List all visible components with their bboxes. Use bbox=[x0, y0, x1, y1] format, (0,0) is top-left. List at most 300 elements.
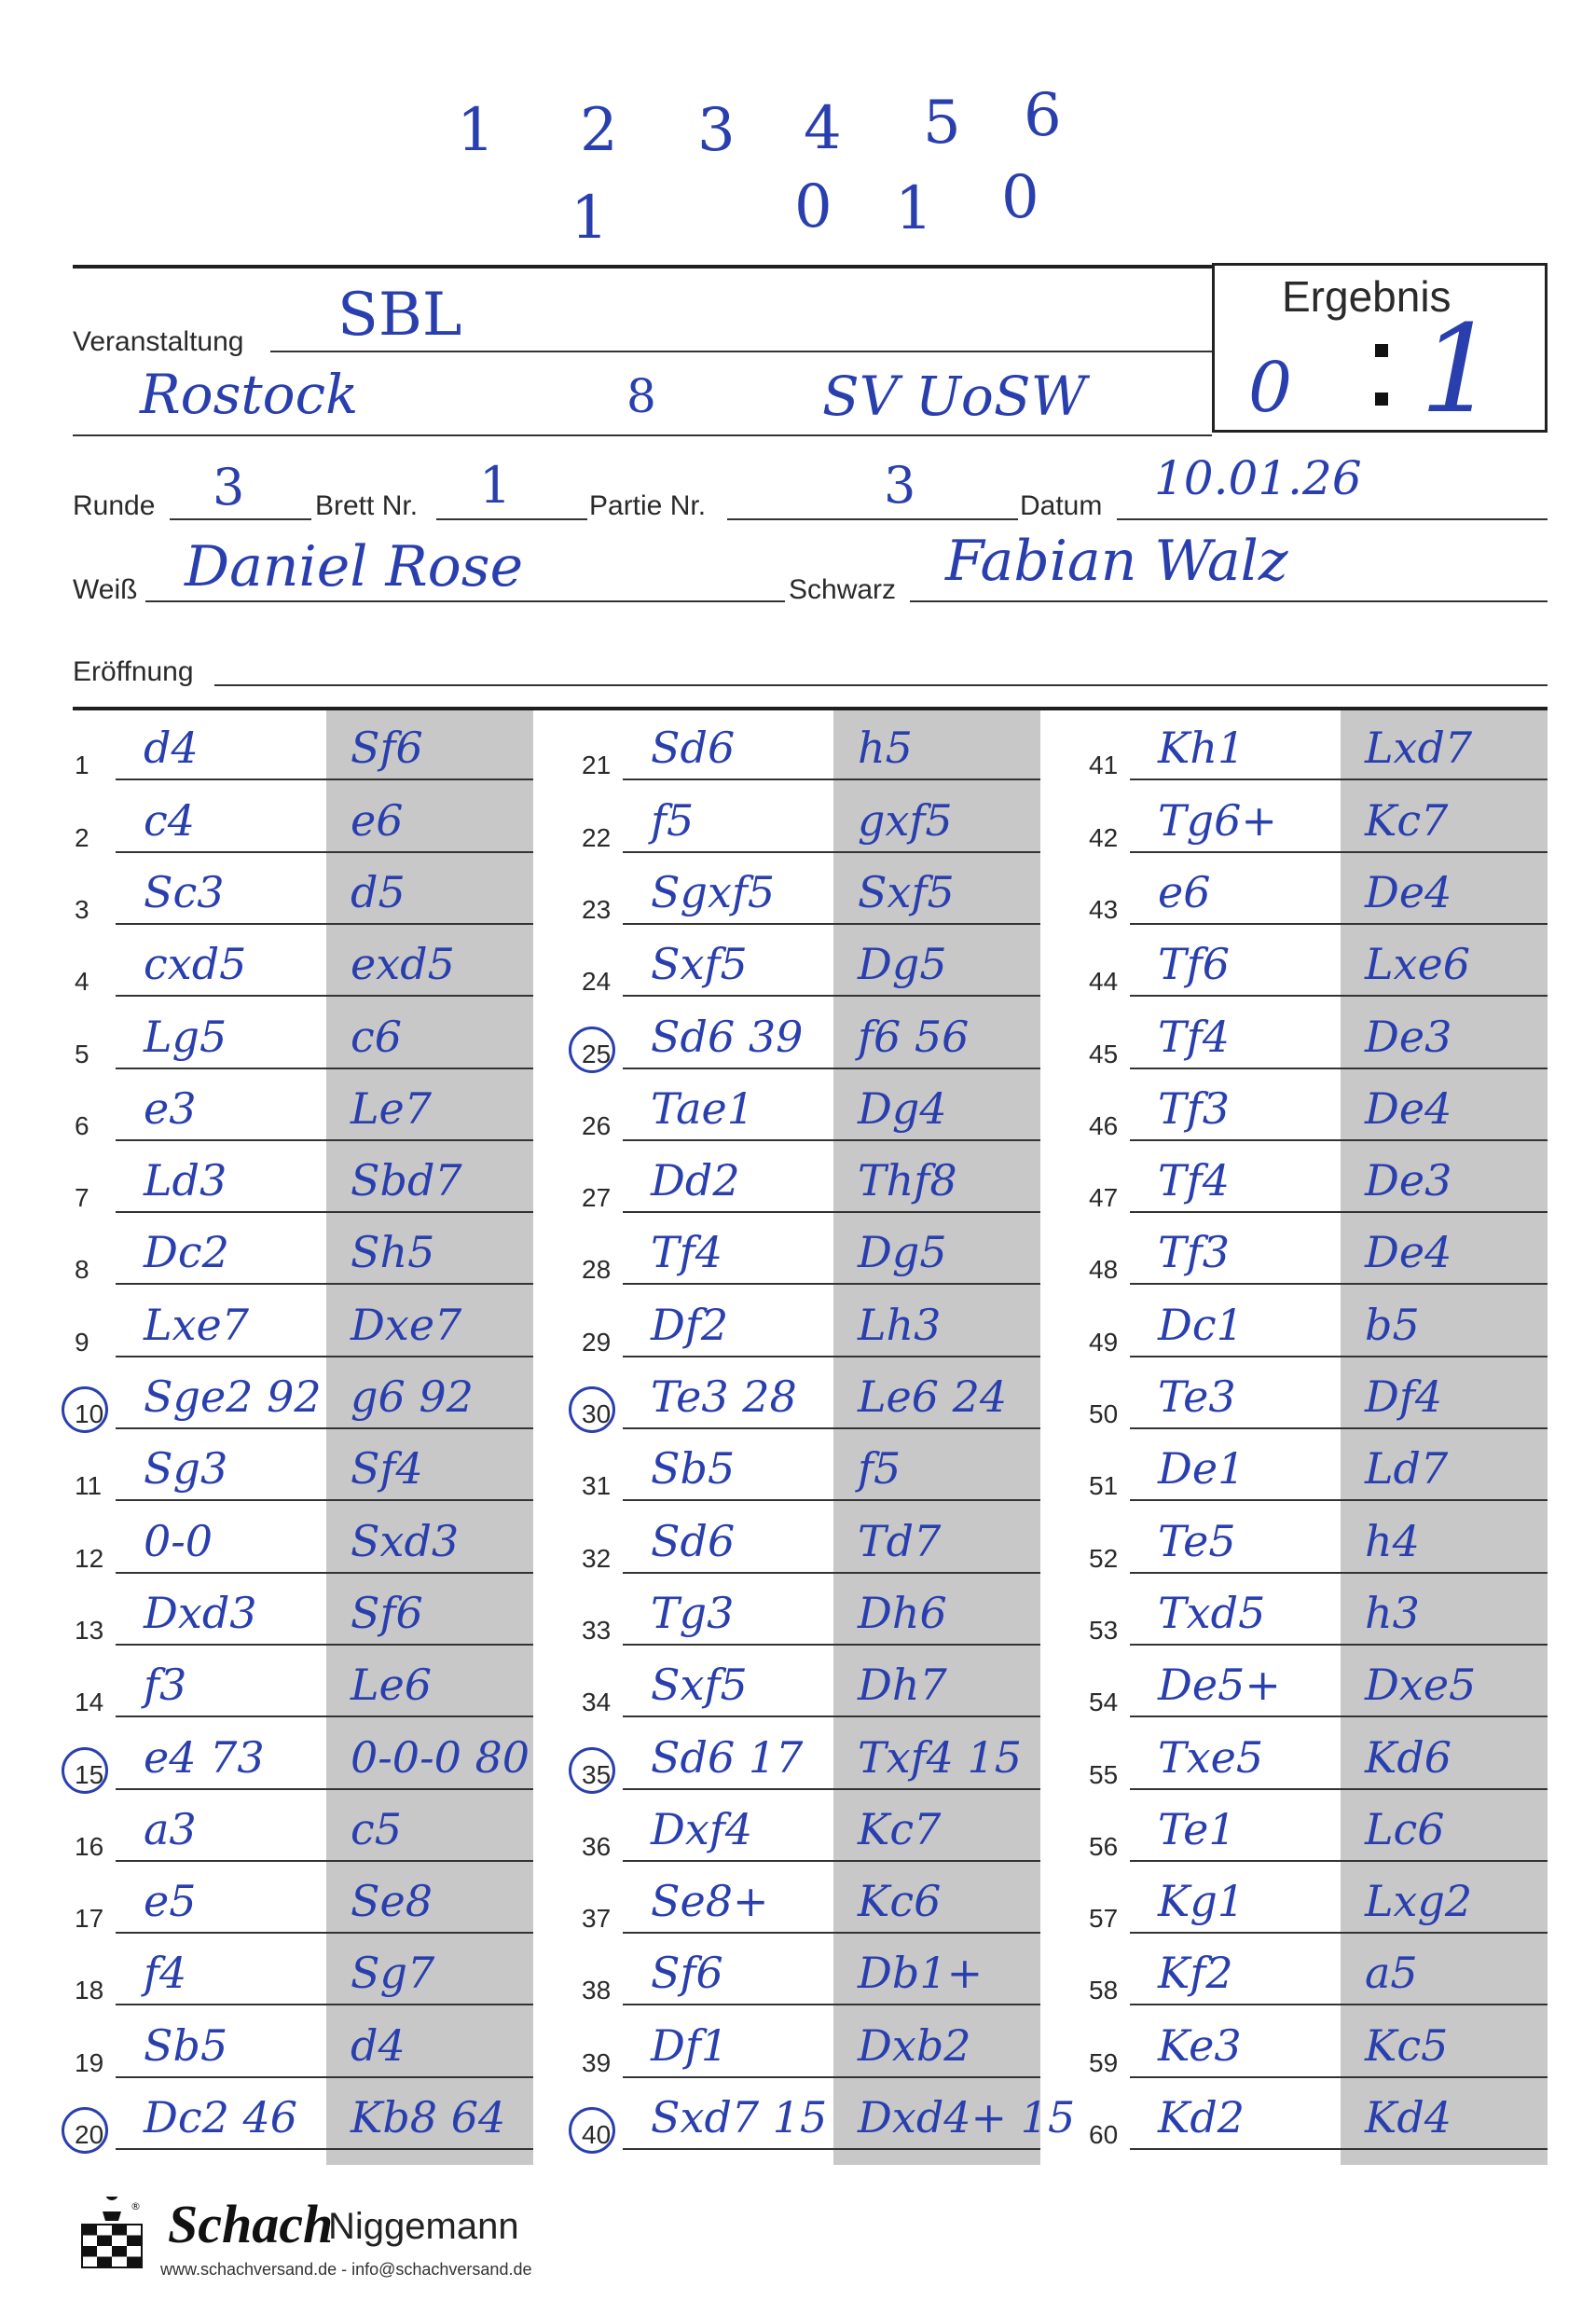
white-move: Sd6 17 bbox=[651, 1731, 804, 1783]
black-move: Kc7 bbox=[1365, 794, 1449, 846]
move-number: 53 bbox=[1089, 1615, 1119, 1645]
black-column-shade-2 bbox=[833, 710, 1040, 2165]
move-row-line bbox=[623, 1283, 1040, 1285]
black-move: Dh6 bbox=[858, 1587, 947, 1638]
move-row-line bbox=[1130, 1572, 1548, 1574]
date-value: 10.01.26 bbox=[1154, 451, 1362, 505]
round-5: 5 bbox=[923, 89, 961, 158]
black-move: f5 bbox=[858, 1443, 901, 1495]
black-move: a5 bbox=[1365, 1948, 1418, 1999]
white-move: De1 bbox=[1158, 1443, 1245, 1495]
move-row-line bbox=[1130, 1644, 1548, 1646]
white-move: Tg6+ bbox=[1158, 794, 1277, 846]
move-number-circle bbox=[62, 1386, 108, 1433]
white-move: cxd5 bbox=[144, 939, 247, 990]
move-number: 15 bbox=[75, 1759, 104, 1789]
move-row-line bbox=[1130, 851, 1548, 853]
round-3: 3 bbox=[697, 96, 736, 165]
white-move: Sd6 bbox=[651, 1515, 736, 1566]
black-move: Sg7 bbox=[351, 1948, 435, 1999]
move-number: 11 bbox=[75, 1471, 103, 1501]
black-move: Lxe6 bbox=[1365, 939, 1470, 990]
white-move: Df1 bbox=[651, 2019, 729, 2071]
black-move: 0-0-0 80 bbox=[351, 1731, 530, 1783]
registered-mark: ® bbox=[131, 2200, 141, 2212]
move-number: 47 bbox=[1089, 1183, 1119, 1213]
white-move: Sxf5 bbox=[651, 939, 748, 990]
white-move: Sg3 bbox=[144, 1443, 228, 1495]
white-move: Dxd3 bbox=[144, 1587, 257, 1638]
moves-top-rule bbox=[73, 707, 1548, 710]
black-move: Lh3 bbox=[858, 1299, 942, 1350]
black-line bbox=[910, 600, 1548, 602]
move-row-line bbox=[623, 1139, 1040, 1141]
move-row-line bbox=[1130, 1715, 1548, 1717]
white-label: Weiß bbox=[73, 574, 138, 605]
white-move: Dd2 bbox=[651, 1155, 740, 1206]
move-number: 50 bbox=[1089, 1399, 1119, 1428]
white-move: Kf2 bbox=[1158, 1948, 1233, 1999]
move-row-line bbox=[116, 1932, 533, 1934]
move-number: 31 bbox=[582, 1471, 612, 1501]
white-move: Tf6 bbox=[1158, 939, 1230, 990]
black-move: e6 bbox=[351, 794, 404, 846]
move-row-line bbox=[116, 1068, 533, 1069]
black-move: Se8 bbox=[351, 1876, 433, 1927]
move-number: 4 bbox=[75, 967, 89, 997]
black-move: d5 bbox=[351, 866, 406, 917]
round-4: 4 bbox=[804, 94, 842, 163]
black-move: Le6 bbox=[351, 1660, 433, 1711]
opening-label: Eröffnung bbox=[73, 656, 194, 687]
white-move: d4 bbox=[144, 723, 199, 774]
black-move: Kb8 64 bbox=[351, 2092, 506, 2143]
white-move: Tf3 bbox=[1158, 1227, 1230, 1278]
white-move: Dc2 bbox=[144, 1227, 229, 1278]
move-row-line bbox=[1130, 1499, 1548, 1501]
move-number: 2 bbox=[75, 822, 89, 852]
white-move: f4 bbox=[144, 1948, 187, 1999]
white-line bbox=[145, 600, 785, 602]
move-row-line bbox=[623, 1572, 1040, 1574]
move-row-line bbox=[116, 1788, 533, 1790]
move-number: 12 bbox=[75, 1543, 104, 1573]
move-row-line bbox=[623, 851, 1040, 853]
black-move: Sf6 bbox=[351, 723, 423, 774]
black-move: h3 bbox=[1365, 1587, 1420, 1638]
move-number: 26 bbox=[582, 1110, 612, 1140]
black-move: g6 92 bbox=[351, 1371, 474, 1422]
move-number: 6 bbox=[75, 1110, 89, 1140]
move-number: 57 bbox=[1089, 1904, 1119, 1934]
move-number: 44 bbox=[1089, 967, 1119, 997]
move-number: 3 bbox=[75, 894, 89, 924]
move-number: 30 bbox=[582, 1399, 612, 1428]
move-number: 40 bbox=[582, 2120, 612, 2149]
move-row-line bbox=[623, 1499, 1040, 1501]
move-row-line bbox=[623, 1788, 1040, 1790]
move-row-line bbox=[623, 1932, 1040, 1934]
move-row-line bbox=[623, 1644, 1040, 1646]
black-move: Dxd4+ 15 bbox=[858, 2092, 1076, 2143]
black-column-shade-1 bbox=[326, 710, 533, 2165]
black-move: De4 bbox=[1365, 866, 1452, 917]
move-row-line bbox=[1130, 1139, 1548, 1141]
round-result-5: 0 bbox=[1001, 163, 1039, 232]
move-number: 42 bbox=[1089, 822, 1119, 852]
move-row-line bbox=[623, 1068, 1040, 1069]
move-row-line bbox=[623, 1356, 1040, 1357]
board-label: Brett Nr. bbox=[315, 490, 419, 521]
round-6: 6 bbox=[1024, 81, 1062, 150]
white-move: Sb5 bbox=[651, 1443, 736, 1495]
result-white: 0 bbox=[1248, 348, 1293, 428]
move-number: 23 bbox=[582, 894, 612, 924]
footer bbox=[75, 2193, 727, 2286]
round-2: 2 bbox=[580, 96, 618, 165]
move-row-line bbox=[1130, 2148, 1548, 2150]
date-label: Datum bbox=[1020, 490, 1103, 521]
move-number: 52 bbox=[1089, 1543, 1119, 1573]
black-move: Dg5 bbox=[858, 939, 947, 990]
round-result-4: 1 bbox=[895, 174, 933, 243]
black-move: Dg5 bbox=[858, 1227, 947, 1278]
white-player: Daniel Rose bbox=[185, 534, 524, 599]
white-move: Dxf4 bbox=[651, 1803, 753, 1854]
move-row-line bbox=[623, 995, 1040, 997]
chess-logo-icon bbox=[75, 2197, 149, 2271]
move-number: 45 bbox=[1089, 1039, 1119, 1068]
move-number: 22 bbox=[582, 822, 612, 852]
move-number: 16 bbox=[75, 1831, 104, 1861]
move-number: 37 bbox=[582, 1904, 612, 1934]
move-row-line bbox=[116, 923, 533, 925]
team-black: SV UoSW bbox=[822, 365, 1087, 428]
round-label: Runde bbox=[73, 490, 156, 521]
move-number: 13 bbox=[75, 1615, 104, 1645]
footer-links: www.schachversand.de - info@schachversand.de bbox=[160, 2260, 532, 2279]
move-number-circle bbox=[569, 2107, 615, 2154]
move-row-line bbox=[116, 1427, 533, 1429]
white-move: Sxf5 bbox=[651, 1660, 748, 1711]
black-move: De3 bbox=[1365, 1155, 1452, 1206]
move-row-line bbox=[116, 1283, 533, 1285]
white-move: Txe5 bbox=[1158, 1731, 1264, 1783]
move-number: 27 bbox=[582, 1183, 612, 1213]
black-move: Ld7 bbox=[1365, 1443, 1449, 1495]
move-number: 9 bbox=[75, 1327, 89, 1357]
move-row-line bbox=[116, 1715, 533, 1717]
black-move: Lxg2 bbox=[1365, 1876, 1473, 1927]
black-player: Fabian Walz bbox=[945, 529, 1288, 594]
move-row-line bbox=[116, 778, 533, 780]
white-move: f3 bbox=[144, 1660, 187, 1711]
move-number: 24 bbox=[582, 967, 612, 997]
move-row-line bbox=[116, 2076, 533, 2078]
teams-line bbox=[73, 434, 1212, 436]
header-top-rule bbox=[73, 265, 1212, 269]
black-move: Sf4 bbox=[351, 1443, 423, 1495]
white-move: Tg3 bbox=[651, 1587, 735, 1638]
result-colon bbox=[1375, 338, 1388, 413]
move-row-line bbox=[116, 1356, 533, 1357]
move-number: 55 bbox=[1089, 1759, 1119, 1789]
black-move: Lxd7 bbox=[1365, 723, 1473, 774]
white-move: e4 73 bbox=[144, 1731, 265, 1783]
black-move: h5 bbox=[858, 723, 913, 774]
white-move: Kh1 bbox=[1158, 723, 1245, 774]
move-number: 28 bbox=[582, 1255, 612, 1285]
event-value: SBL bbox=[337, 281, 462, 350]
black-move: Sbd7 bbox=[351, 1155, 462, 1206]
move-row-line bbox=[1130, 1932, 1548, 1934]
white-move: Te1 bbox=[1158, 1803, 1236, 1854]
black-move: Lc6 bbox=[1365, 1803, 1445, 1854]
move-number: 21 bbox=[582, 751, 612, 780]
move-row-line bbox=[116, 1572, 533, 1574]
game-line bbox=[727, 518, 1018, 520]
black-move: Le7 bbox=[351, 1082, 433, 1134]
black-move: De3 bbox=[1365, 1011, 1452, 1062]
move-row-line bbox=[116, 1644, 533, 1646]
move-row-line bbox=[623, 923, 1040, 925]
white-move: Sc3 bbox=[144, 866, 225, 917]
white-move: f5 bbox=[651, 794, 695, 846]
move-number-circle bbox=[62, 1747, 108, 1794]
move-row-line bbox=[116, 1211, 533, 1213]
black-move: Kd6 bbox=[1365, 1731, 1452, 1783]
move-number-circle bbox=[62, 2107, 108, 2154]
black-move: b5 bbox=[1365, 1299, 1420, 1350]
opening-line bbox=[214, 684, 1548, 686]
move-row-line bbox=[623, 1211, 1040, 1213]
black-move: gxf5 bbox=[858, 794, 953, 846]
move-row-line bbox=[1130, 995, 1548, 997]
white-move: Sb5 bbox=[144, 2019, 228, 2071]
black-move: exd5 bbox=[351, 939, 455, 990]
team-white: Rostock bbox=[140, 363, 359, 426]
move-row-line bbox=[623, 2004, 1040, 2005]
move-row-line bbox=[1130, 1283, 1548, 1285]
brand-name: Schach bbox=[168, 2194, 334, 2254]
black-move: Dh7 bbox=[858, 1660, 947, 1711]
black-move: Kd4 bbox=[1365, 2092, 1452, 2143]
move-number-circle bbox=[569, 1747, 615, 1794]
event-label: Veranstaltung bbox=[73, 326, 244, 357]
move-row-line bbox=[116, 2148, 533, 2150]
white-move: a3 bbox=[144, 1803, 197, 1854]
white-move: Sgxf5 bbox=[651, 866, 776, 917]
move-row-line bbox=[116, 1139, 533, 1141]
white-move: Ke3 bbox=[1158, 2019, 1242, 2071]
white-move: Dc2 46 bbox=[144, 2092, 298, 2143]
white-move: Txd5 bbox=[1158, 1587, 1266, 1638]
white-move: Dc1 bbox=[1158, 1299, 1244, 1350]
white-move: e3 bbox=[144, 1082, 197, 1134]
black-move: Le6 24 bbox=[858, 1371, 1008, 1422]
black-move: Kc6 bbox=[858, 1876, 942, 1927]
move-number: 33 bbox=[582, 1615, 612, 1645]
move-row-line bbox=[1130, 923, 1548, 925]
black-label: Schwarz bbox=[789, 574, 897, 605]
move-number: 59 bbox=[1089, 2047, 1119, 2077]
black-move: Dg4 bbox=[858, 1082, 947, 1134]
round-1: 1 bbox=[457, 96, 495, 165]
black-move: c6 bbox=[351, 1011, 403, 1062]
black-move: h4 bbox=[1365, 1515, 1420, 1566]
black-move: Sxd3 bbox=[351, 1515, 460, 1566]
move-number: 1 bbox=[75, 751, 89, 780]
move-number: 60 bbox=[1089, 2120, 1119, 2149]
black-move: Td7 bbox=[858, 1515, 942, 1566]
black-move: De4 bbox=[1365, 1227, 1452, 1278]
white-move: Sd6 bbox=[651, 723, 736, 774]
move-number: 19 bbox=[75, 2047, 104, 2077]
white-move: e6 bbox=[1158, 866, 1211, 917]
date-line bbox=[1117, 518, 1548, 520]
white-move: Ld3 bbox=[144, 1155, 227, 1206]
black-move: f6 56 bbox=[858, 1011, 970, 1062]
move-number: 38 bbox=[582, 1976, 612, 2005]
black-move: c5 bbox=[351, 1803, 403, 1854]
move-row-line bbox=[623, 1427, 1040, 1429]
game-label: Partie Nr. bbox=[589, 490, 707, 521]
black-move: Kc5 bbox=[1365, 2019, 1449, 2071]
move-row-line bbox=[1130, 2076, 1548, 2078]
move-row-line bbox=[1130, 1356, 1548, 1357]
move-number: 43 bbox=[1089, 894, 1119, 924]
black-move: Kc7 bbox=[858, 1803, 942, 1854]
move-number-circle bbox=[569, 1026, 615, 1073]
move-number: 7 bbox=[75, 1183, 89, 1213]
move-row-line bbox=[623, 778, 1040, 780]
move-number: 49 bbox=[1089, 1327, 1119, 1357]
black-move: Txf4 15 bbox=[858, 1731, 1023, 1783]
black-move: d4 bbox=[351, 2019, 406, 2071]
white-move: Tf4 bbox=[1158, 1011, 1230, 1062]
move-row-line bbox=[116, 2004, 533, 2005]
move-row-line bbox=[1130, 778, 1548, 780]
white-move: Sf6 bbox=[651, 1948, 723, 1999]
move-row-line bbox=[116, 995, 533, 997]
move-number: 36 bbox=[582, 1831, 612, 1861]
round-value: 3 bbox=[213, 458, 245, 517]
move-number: 10 bbox=[75, 1399, 104, 1428]
white-move: Te3 28 bbox=[651, 1371, 797, 1422]
white-move: Lg5 bbox=[144, 1011, 227, 1062]
black-move: Thf8 bbox=[858, 1155, 957, 1206]
move-row-line bbox=[623, 2076, 1040, 2078]
round-line bbox=[170, 518, 311, 520]
move-number: 5 bbox=[75, 1039, 89, 1068]
result-label: Ergebnis bbox=[1282, 272, 1452, 321]
move-row-line bbox=[116, 1499, 533, 1501]
round-result-1: 1 bbox=[571, 184, 609, 253]
white-move: Se8+ bbox=[651, 1876, 769, 1927]
move-row-line bbox=[623, 1860, 1040, 1862]
move-number: 46 bbox=[1089, 1110, 1119, 1140]
black-move: Sxf5 bbox=[858, 866, 955, 917]
white-move: Tae1 bbox=[651, 1082, 755, 1134]
move-number: 41 bbox=[1089, 751, 1119, 780]
move-row-line bbox=[1130, 1068, 1548, 1069]
move-row-line bbox=[1130, 1860, 1548, 1862]
move-row-line bbox=[116, 1860, 533, 1862]
game-value: 3 bbox=[884, 456, 916, 515]
move-number-circle bbox=[569, 1386, 615, 1433]
move-row-line bbox=[623, 2148, 1040, 2150]
white-move: Sge2 92 bbox=[144, 1371, 322, 1422]
move-number: 20 bbox=[75, 2120, 104, 2149]
board-value: 1 bbox=[479, 456, 512, 515]
move-number: 48 bbox=[1089, 1255, 1119, 1285]
white-move: Kg1 bbox=[1158, 1876, 1245, 1927]
move-number: 35 bbox=[582, 1759, 612, 1789]
move-row-line bbox=[1130, 1211, 1548, 1213]
move-row-line bbox=[1130, 1427, 1548, 1429]
black-move: De4 bbox=[1365, 1082, 1452, 1134]
move-row-line bbox=[116, 851, 533, 853]
move-number: 17 bbox=[75, 1904, 104, 1934]
black-move: Sh5 bbox=[351, 1227, 435, 1278]
event-line bbox=[270, 351, 1212, 352]
white-move: Tf4 bbox=[1158, 1155, 1230, 1206]
move-number: 14 bbox=[75, 1688, 104, 1717]
black-column-shade-3 bbox=[1341, 710, 1548, 2165]
result-box bbox=[1212, 263, 1548, 440]
round-result-3: 0 bbox=[794, 172, 832, 241]
move-number: 51 bbox=[1089, 1471, 1119, 1501]
white-move: Lxe7 bbox=[144, 1299, 249, 1350]
black-move: Dxe5 bbox=[1365, 1660, 1477, 1711]
white-move: 0-0 bbox=[144, 1515, 213, 1566]
white-move: Sxd7 15 bbox=[651, 2092, 828, 2143]
result-black: 1 bbox=[1420, 298, 1497, 440]
move-number: 56 bbox=[1089, 1831, 1119, 1861]
black-move: Db1+ bbox=[858, 1948, 984, 1999]
move-row-line bbox=[1130, 1788, 1548, 1790]
move-number: 58 bbox=[1089, 1976, 1119, 2005]
black-move: Df4 bbox=[1365, 1371, 1443, 1422]
brand-suffix: Niggemann bbox=[328, 2206, 519, 2247]
white-move: Te3 bbox=[1158, 1371, 1236, 1422]
move-number: 39 bbox=[582, 2047, 612, 2077]
team-separator: 8 bbox=[626, 369, 656, 423]
move-row-line bbox=[623, 1715, 1040, 1717]
board-line bbox=[436, 518, 587, 520]
move-number: 54 bbox=[1089, 1688, 1119, 1717]
move-number: 34 bbox=[582, 1688, 612, 1717]
move-number: 8 bbox=[75, 1255, 89, 1285]
black-move: Dxe7 bbox=[351, 1299, 462, 1350]
move-row-line bbox=[1130, 2004, 1548, 2005]
white-move: Tf4 bbox=[651, 1227, 722, 1278]
white-move: De5+ bbox=[1158, 1660, 1281, 1711]
white-move: Kd2 bbox=[1158, 2092, 1245, 2143]
white-move: c4 bbox=[144, 794, 196, 846]
white-move: Tf3 bbox=[1158, 1082, 1230, 1134]
move-number: 29 bbox=[582, 1327, 612, 1357]
black-move: Sf6 bbox=[351, 1587, 423, 1638]
move-number: 32 bbox=[582, 1543, 612, 1573]
white-move: Te5 bbox=[1158, 1515, 1236, 1566]
white-move: e5 bbox=[144, 1876, 197, 1927]
black-move: Dxb2 bbox=[858, 2019, 971, 2071]
move-number: 18 bbox=[75, 1976, 104, 2005]
move-number: 25 bbox=[582, 1039, 612, 1068]
white-move: Sd6 39 bbox=[651, 1011, 804, 1062]
white-move: Df2 bbox=[651, 1299, 729, 1350]
